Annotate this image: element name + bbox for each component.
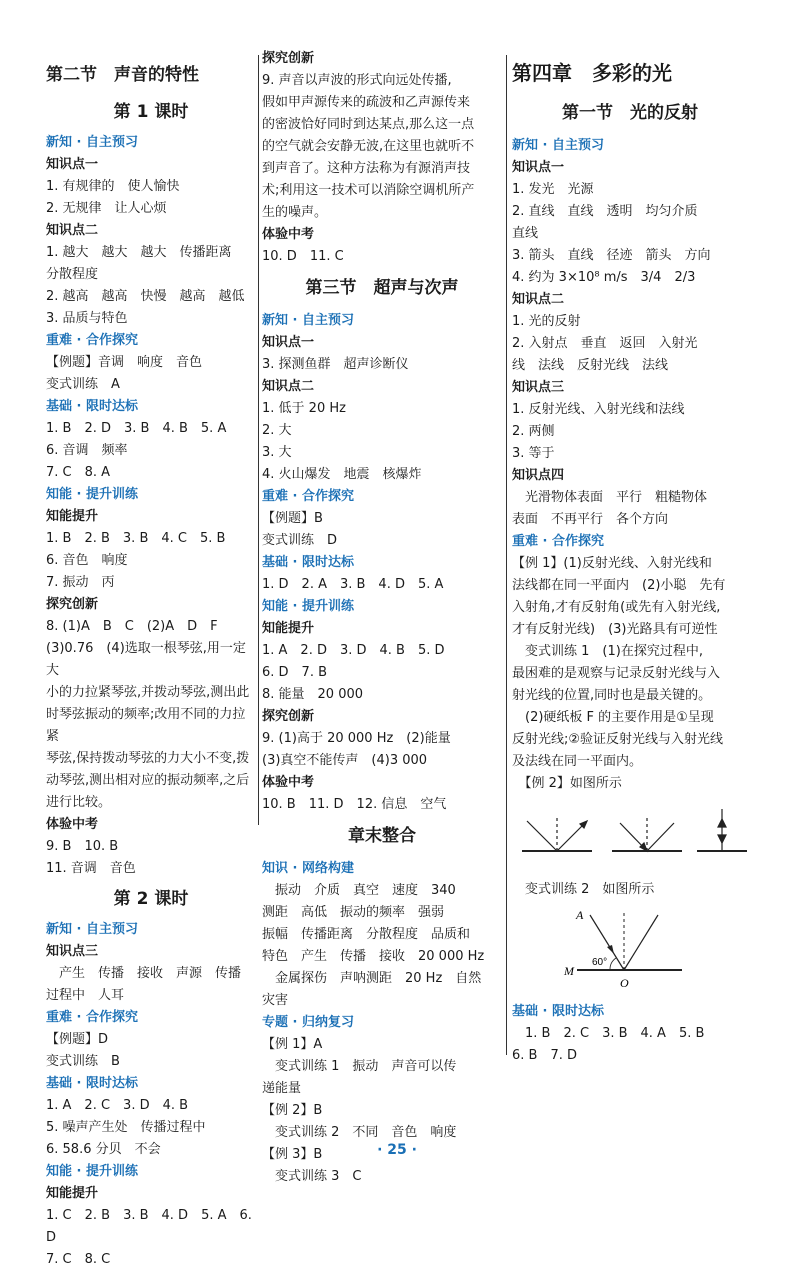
answer-line: 2. 越高 越高 快慢 越高 越低 <box>46 289 245 304</box>
subheading: 探究创新 <box>46 597 99 612</box>
column-divider-right <box>506 55 507 1055</box>
answer-line: 1. 发光 光源 <box>512 182 594 197</box>
answer-line: 1. 低于 20 Hz <box>262 401 346 416</box>
answer-line: 6. D 7. B <box>262 665 328 680</box>
answer-line: 术;利用这一技术可以消除空调机所产 <box>262 183 475 198</box>
answer-line: 【例 2】如图所示 <box>512 776 622 791</box>
answer-line: 11. 音调 音色 <box>46 861 136 876</box>
answer-line: 9. 声音以声波的形式向远处传播, <box>262 73 452 88</box>
answer-line: 3. 等于 <box>512 446 555 461</box>
answer-line: 【例题】音调 响度 音色 <box>46 355 203 370</box>
answer-line: 3. 大 <box>262 445 292 460</box>
column-divider-left <box>258 55 259 825</box>
subheading: 知能提升 <box>262 621 315 636</box>
answer-line: 1. C 2. B 3. B 4. D 5. A 6. D <box>46 1208 252 1245</box>
answer-line: 变式训练 1 振动 声音可以传 <box>262 1059 457 1074</box>
answer-line: 到声音了。这种方法称为有源消声技 <box>262 161 471 176</box>
reflection-diagram-angle <box>562 905 692 995</box>
answer-line: 【例 1】(1)反射光线、入射光线和 <box>512 556 712 571</box>
answer-line: 光滑物体表面 平行 粗糙物体 <box>512 490 708 505</box>
block-label: 重难 · 合作探究 <box>512 534 604 549</box>
subheading: 体验中考 <box>262 227 315 242</box>
answer-line: 1. A 2. D 3. D 4. B 5. D <box>262 643 445 658</box>
answer-line: 9. B 10. B <box>46 839 119 854</box>
answer-line: 3. 箭头 直线 径迹 箭头 方向 <box>512 248 711 263</box>
answer-line: 6. 音色 响度 <box>46 553 128 568</box>
summary-title: 章末整合 <box>348 826 416 846</box>
block-label: 知识 · 网络构建 <box>262 861 354 876</box>
answer-line: 变式训练 D <box>262 533 338 548</box>
answer-line: 5. 噪声产生处 传播过程中 <box>46 1120 206 1135</box>
column-1 <box>46 55 256 1271</box>
block-label: 基础 · 限时达标 <box>262 555 354 570</box>
answer-line: 变式训练 2 如图所示 <box>512 882 655 897</box>
answer-line: 假如甲声源传来的疏波和乙声源传来 <box>262 95 471 110</box>
answer-line: 变式训练 B <box>46 1054 120 1069</box>
answer-line: (2)硬纸板 F 的主要作用是①呈现 <box>512 710 714 725</box>
knowledge-point: 知识点一 <box>512 160 565 175</box>
block-label: 知能 · 提升训练 <box>46 487 138 502</box>
answer-line: 产生 传播 接收 声源 传播 <box>46 966 242 981</box>
answer-line: 8. 能量 20 000 <box>262 687 364 702</box>
reflection-diagram-2 <box>612 816 682 851</box>
answer-line: 射光线的位置,同时也是最关键的。 <box>512 688 712 703</box>
answer-line: 金属探伤 声呐测距 20 Hz 自然 <box>262 971 482 986</box>
answer-line: 2. 两侧 <box>512 424 555 439</box>
answer-line: 的空气就会安静无波,在这里也就听不 <box>262 139 475 154</box>
knowledge-point: 知识点一 <box>46 157 99 172</box>
answer-line: 3. 探测鱼群 超声诊断仪 <box>262 357 409 372</box>
subheading: 体验中考 <box>46 817 99 832</box>
section-title: 第一节 光的反射 <box>562 103 698 123</box>
block-label: 新知 · 自主预习 <box>46 922 138 937</box>
answer-line: 变式训练 2 不同 音色 响度 <box>262 1125 457 1140</box>
answer-line: 才有反射光线) (3)光路具有可逆性 <box>512 622 718 637</box>
answer-line: 测距 高低 振动的频率 强弱 <box>262 905 445 920</box>
answer-line: 变式训练 1 (1)在探究过程中, <box>512 644 703 659</box>
answer-line: 特色 产生 传播 接收 20 000 Hz <box>262 949 485 964</box>
answer-line: 6. 音调 频率 <box>46 443 128 458</box>
answer-line: 2. 入射点 垂直 返回 入射光 <box>512 336 698 351</box>
reflection-diagram-3 <box>697 809 747 851</box>
knowledge-point: 知识点二 <box>46 223 99 238</box>
answer-line: 递能量 <box>262 1081 302 1096</box>
answer-line: 分散程度 <box>46 267 99 282</box>
block-label: 新知 · 自主预习 <box>262 313 354 328</box>
answer-line: 1. D 2. A 3. B 4. D 5. A <box>262 577 444 592</box>
block-label: 重难 · 合作探究 <box>262 489 354 504</box>
answer-line: 7. C 8. A <box>46 465 111 480</box>
block-label: 新知 · 自主预习 <box>46 135 138 150</box>
answer-line: 2. 直线 直线 透明 均匀介质 <box>512 204 698 219</box>
answer-line: (3)0.76 (4)选取一根琴弦,用一定大 <box>46 641 246 678</box>
answer-line: 反射光线;②验证反射光线与入射光线 <box>512 732 724 747</box>
block-label: 重难 · 合作探究 <box>46 333 138 348</box>
answer-line: 10. D 11. C <box>262 249 344 264</box>
subheading: 知能提升 <box>46 509 99 524</box>
answer-line: 2. 无规律 让人心烦 <box>46 201 167 216</box>
answer-line: 【例题】D <box>46 1032 109 1047</box>
angle-label: 60° <box>592 957 608 968</box>
answer-line: 1. 越大 越大 越大 传播距离 <box>46 245 232 260</box>
answer-line: 【例 2】B <box>262 1103 323 1118</box>
knowledge-point: 知识点四 <box>512 468 565 483</box>
label-m: M <box>564 964 574 978</box>
answer-line: 【例 1】A <box>262 1037 323 1052</box>
section-title: 第三节 超声与次声 <box>305 278 459 298</box>
answer-line: 变式训练 A <box>46 377 120 392</box>
answer-line: 的密波恰好同时到达某点,那么这一点 <box>262 117 475 132</box>
block-label: 知能 · 提升训练 <box>262 599 354 614</box>
answer-line: 9. (1)高于 20 000 Hz (2)能量 <box>262 731 451 746</box>
answer-line: 振幅 传播距离 分散程度 品质和 <box>262 927 471 942</box>
answer-line: 过程中 人耳 <box>46 988 125 1003</box>
block-label: 新知 · 自主预习 <box>512 138 604 153</box>
answer-line: (3)真空不能传声 (4)3 000 <box>262 753 428 768</box>
answer-line: 1. 有规律的 使人愉快 <box>46 179 180 194</box>
answer-line: 3. 品质与特色 <box>46 311 128 326</box>
block-label: 基础 · 限时达标 <box>46 1076 138 1091</box>
answer-line: 1. B 2. C 3. B 4. A 5. B <box>512 1026 705 1041</box>
answer-line: 1. 反射光线、入射光线和法线 <box>512 402 685 417</box>
column-2 <box>262 48 502 1188</box>
answer-line: 时琴弦振动的频率;改用不同的力拉紧 <box>46 707 246 744</box>
answer-line: 10. B 11. D 12. 信息 空气 <box>262 797 447 812</box>
answer-line: 【例 3】B <box>262 1147 323 1162</box>
block-label: 专题 · 归纳复习 <box>262 1015 354 1030</box>
answer-line: 琴弦,保持拨动琴弦的力大小不变,拨 <box>46 751 250 766</box>
block-label: 知能 · 提升训练 <box>46 1164 138 1179</box>
knowledge-point: 知识点二 <box>512 292 565 307</box>
answer-line: 线 法线 反射光线 法线 <box>512 358 669 373</box>
answer-line: 变式训练 3 C <box>262 1169 362 1184</box>
answer-line: 4. 火山爆发 地震 核爆炸 <box>262 467 422 482</box>
answer-line: 及法线在同一平面内。 <box>512 754 643 769</box>
answer-line: 法线都在同一平面内 (2)小聪 先有 <box>512 578 726 593</box>
knowledge-point: 知识点二 <box>262 379 315 394</box>
reflection-diagrams <box>502 801 752 871</box>
answer-line: 动琴弦,测出相对应的振动频率,之后 <box>46 773 250 788</box>
lesson-title: 第 1 课时 <box>113 102 189 122</box>
answer-line: 4. 约为 3×10⁸ m/s 3/4 2/3 <box>512 270 696 285</box>
chapter-title: 第四章 多彩的光 <box>512 61 672 85</box>
block-label: 基础 · 限时达标 <box>512 1004 604 1019</box>
subheading: 知能提升 <box>46 1186 99 1201</box>
page-number: · 25 · <box>377 1142 417 1158</box>
answer-line: 【例题】B <box>262 511 323 526</box>
answer-line: 1. B 2. D 3. B 4. B 5. A <box>46 421 227 436</box>
answer-line: 7. C 8. C <box>46 1252 111 1267</box>
answer-line: 表面 不再平行 各个方向 <box>512 512 669 527</box>
answer-line: 灾害 <box>262 993 289 1008</box>
lesson-title: 第 2 课时 <box>113 889 189 909</box>
label-o: O <box>620 976 629 990</box>
label-a: A <box>576 908 584 922</box>
knowledge-point: 知识点三 <box>46 944 99 959</box>
answer-line: 最困难的是观察与记录反射光线与入 <box>512 666 721 681</box>
subheading: 探究创新 <box>262 51 315 66</box>
answer-line: 直线 <box>512 226 539 241</box>
answer-line: 小的力拉紧琴弦,并拨动琴弦,测出此 <box>46 685 250 700</box>
answer-line: 6. B 7. D <box>512 1048 578 1063</box>
answer-line: 进行比较。 <box>46 795 112 810</box>
block-label: 基础 · 限时达标 <box>46 399 138 414</box>
answer-line: 2. 大 <box>262 423 292 438</box>
knowledge-point: 知识点一 <box>262 335 315 350</box>
answer-line: 6. 58.6 分贝 不会 <box>46 1142 161 1157</box>
column-3 <box>512 55 748 1067</box>
knowledge-point: 知识点三 <box>512 380 565 395</box>
answer-line: 1. B 2. B 3. B 4. C 5. B <box>46 531 226 546</box>
answer-line: 7. 振动 丙 <box>46 575 115 590</box>
section-title: 第二节 声音的特性 <box>46 65 199 85</box>
answer-line: 1. 光的反射 <box>512 314 581 329</box>
answer-line: 入射角,才有反射角(或先有入射光线, <box>512 600 721 615</box>
answer-line: 1. A 2. C 3. D 4. B <box>46 1098 189 1113</box>
block-label: 重难 · 合作探究 <box>46 1010 138 1025</box>
answer-line: 振动 介质 真空 速度 340 <box>262 883 456 898</box>
subheading: 探究创新 <box>262 709 315 724</box>
answer-line: 8. (1)A B C (2)A D F <box>46 619 218 634</box>
reflection-diagram-1 <box>522 816 592 851</box>
subheading: 体验中考 <box>262 775 315 790</box>
answer-line: 生的噪声。 <box>262 205 328 220</box>
